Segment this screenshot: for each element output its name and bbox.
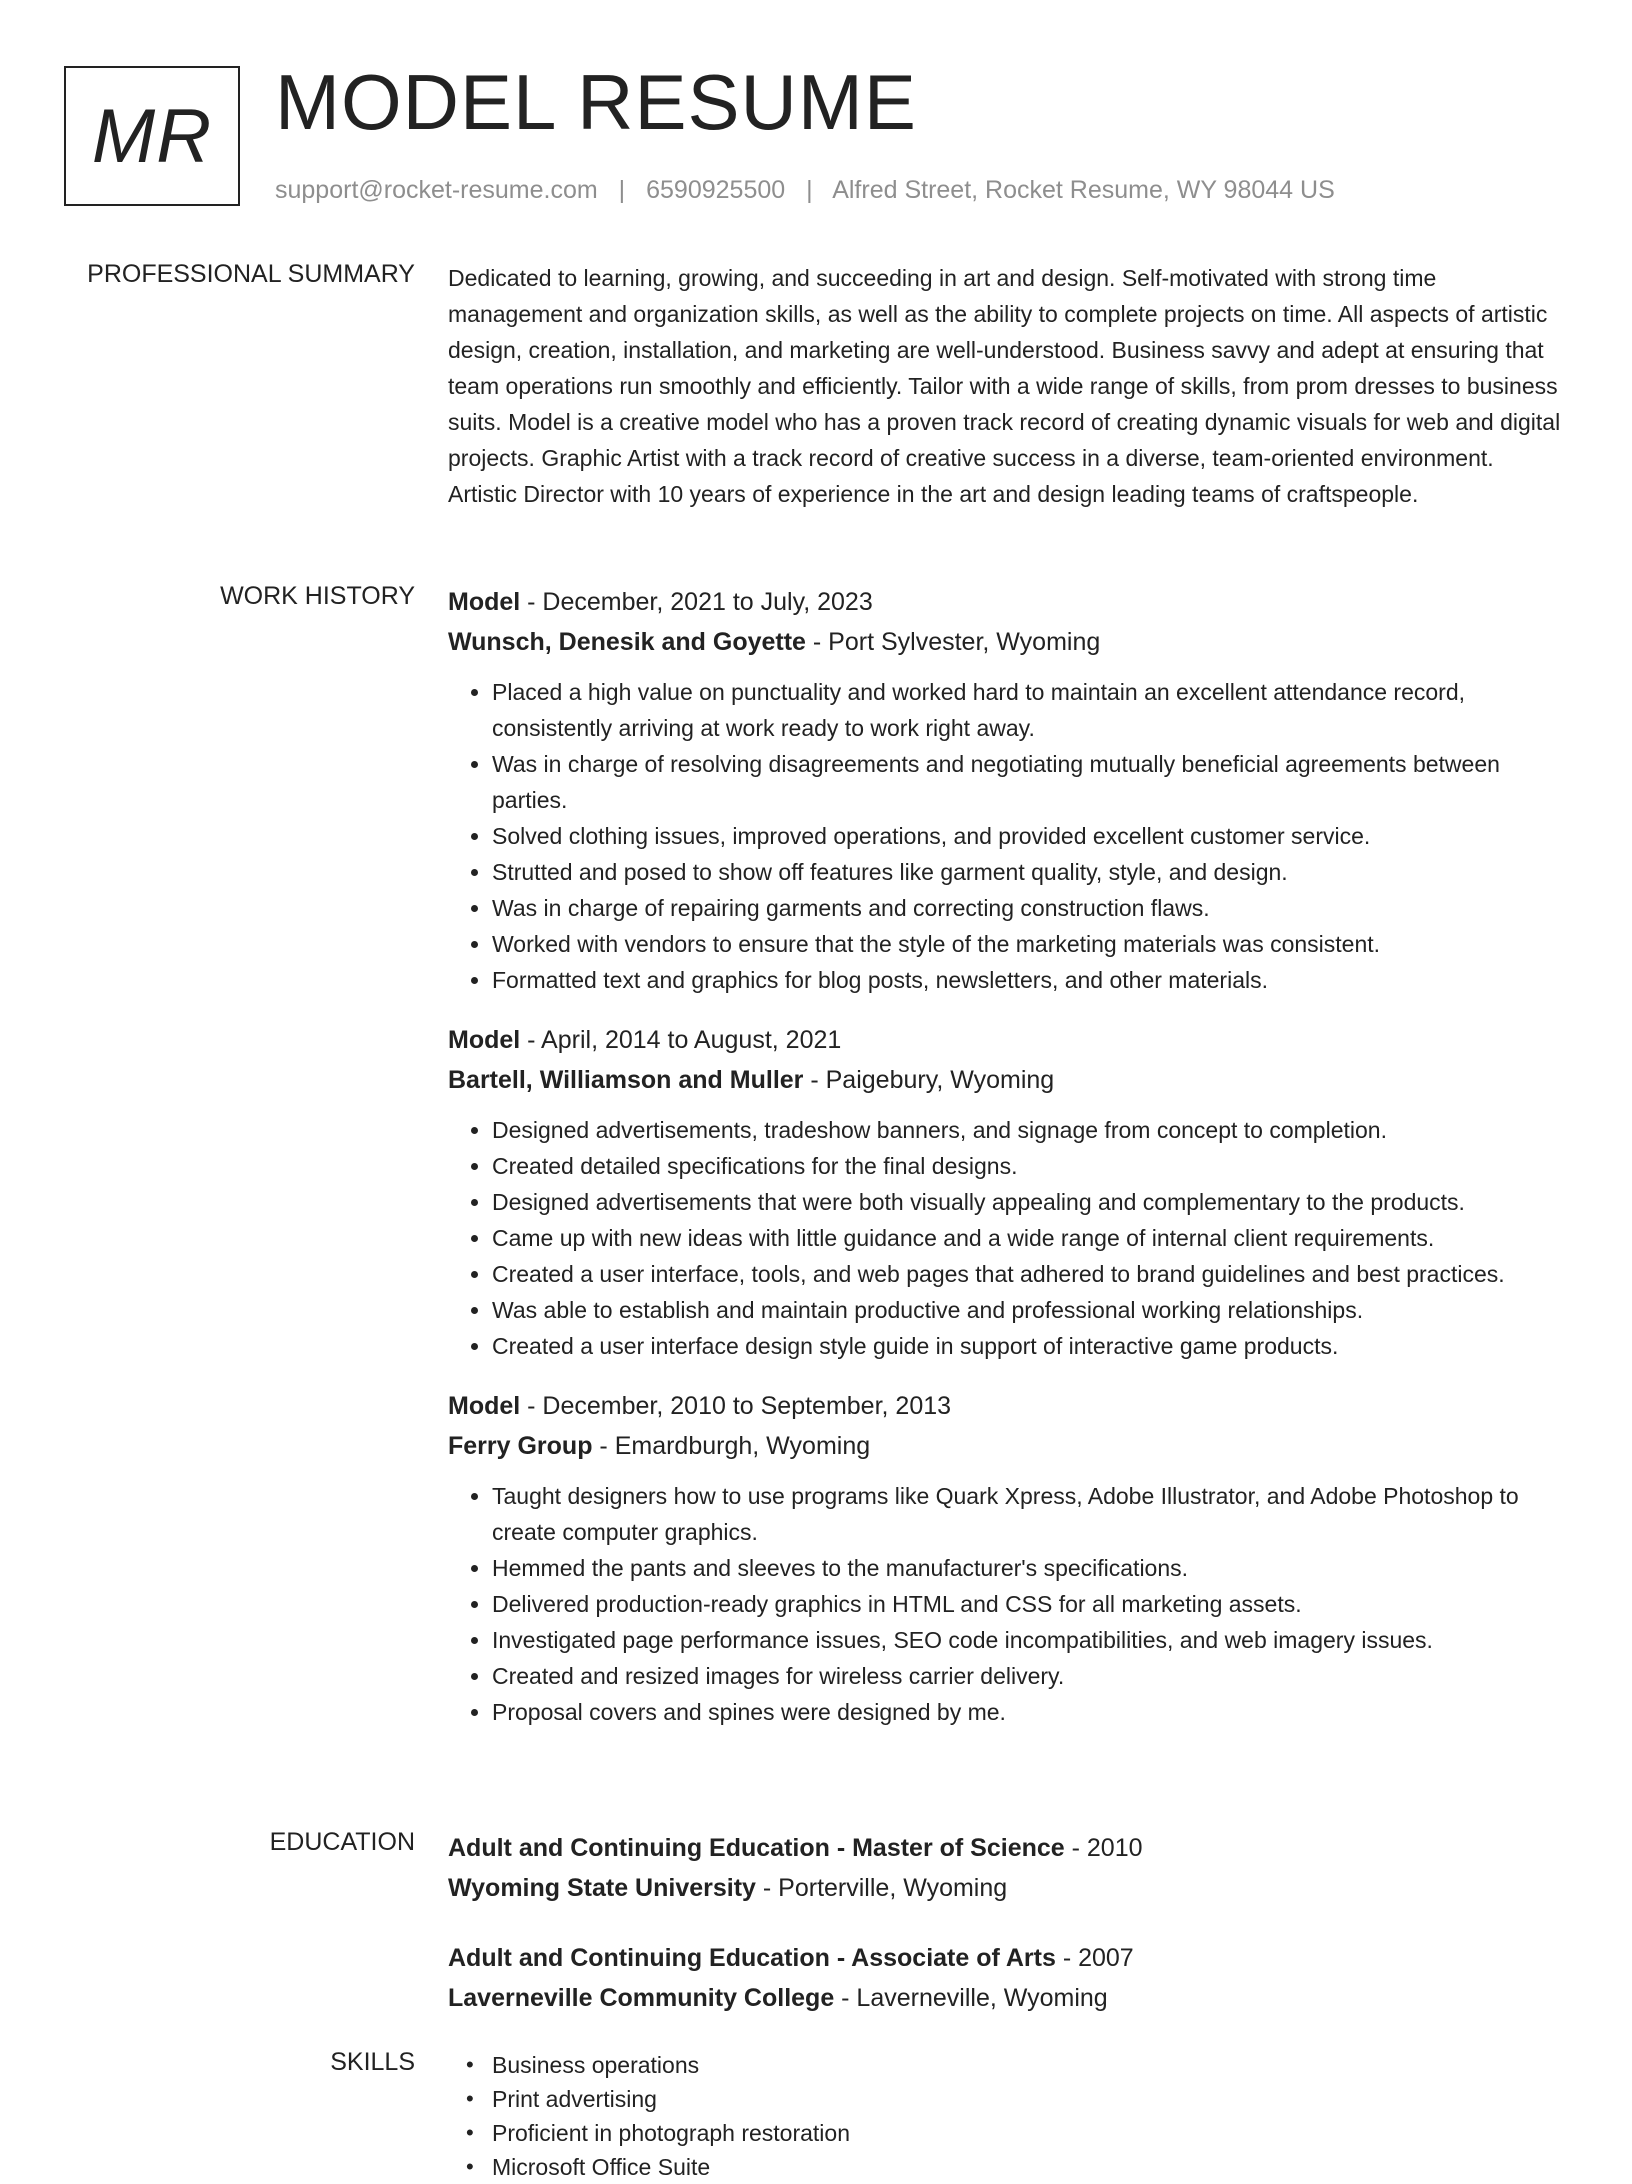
skills-label: SKILLS [330, 2048, 415, 2076]
degree-line [448, 1938, 1566, 1978]
job-company-line [448, 1060, 1566, 1100]
education-entry [448, 1828, 1566, 1908]
job-company: Bartell, Williamson and Muller [448, 1066, 804, 1094]
skill-item: • Business operations [492, 2048, 1042, 2082]
job-location: - Emardburgh, Wyoming [592, 1432, 871, 1460]
resume-name: MODEL RESUME [275, 58, 917, 146]
skill-item: • Microsoft Office Suite [492, 2150, 1042, 2184]
job-duties [448, 1478, 1566, 1730]
degree-line [448, 1828, 1566, 1868]
job-duty: • Solved clothing issues, improved operations, and provided excellent customer service. [492, 818, 1566, 854]
skill-item: • Print advertising [492, 2082, 1042, 2116]
job-duty: • Created and resized images for wireless carrier delivery. [492, 1658, 1566, 1694]
job-duty: • Placed a high value on punctuality and worked hard to maintain an excellent attendance record, consistently arriving at work ready to work right away. [492, 674, 1566, 746]
job-title: Model [448, 1026, 521, 1054]
job-company: Ferry Group [448, 1432, 593, 1460]
job-title-line [448, 582, 1566, 622]
job-duty: • Was in charge of resolving disagreements and negotiating mutually beneficial agreements between parties. [492, 746, 1566, 818]
school: Wyoming State University [448, 1874, 756, 1902]
job-location: - Paigebury, Wyoming [803, 1066, 1055, 1094]
school-location: - Porterville, Wyoming [755, 1874, 1008, 1902]
skill-item: • Proficient in photograph restoration [492, 2116, 1042, 2150]
education-label: EDUCATION [269, 1828, 415, 1856]
job-duty: • Strutted and posed to show off features like garment quality, style, and design. [492, 854, 1566, 890]
job-duty: • Was in charge of repairing garments and correcting construction flaws. [492, 890, 1566, 926]
job-duties [448, 674, 1566, 998]
contact-separator: | [806, 176, 813, 204]
contact-phone: 6590925500 [646, 176, 786, 204]
contact-separator: | [618, 176, 626, 204]
job-entry [448, 1020, 1566, 1364]
summary-text: Dedicated to learning, growing, and succeeding in art and design. Self-motivated with strong time management and organization skills, as well as the ability to complete projects on time. All aspects of artistic design, creation, installation, and marketing are well-understood. Business savvy and adept at ensuring that team operations run smoothly and efficiently. Tailor with a wide range of skills, from prom dresses to business suits. Model is a creative model who has a proven track record of creating dynamic visuals for web and digital projects. Graphic Artist with a track record of creative success in a diverse, team-oriented environment. Artistic Director with 10 years of experience in the art and design leading teams of craftspeople. [448, 265, 1561, 507]
job-duty: • Created detailed specifications for the final designs. [492, 1148, 1566, 1184]
school-location: - Laverneville, Wyoming [834, 1984, 1108, 2012]
school-line [448, 1868, 1566, 1908]
job-duty: • Formatted text and graphics for blog posts, newsletters, and other materials. [492, 962, 1566, 998]
job-location: - Port Sylvester, Wyoming [805, 628, 1101, 656]
job-duty: • Proposal covers and spines were designed by me. [492, 1694, 1566, 1730]
job-duty: • Worked with vendors to ensure that the style of the marketing materials was consistent. [492, 926, 1566, 962]
job-company: Wunsch, Denesik and Goyette [448, 628, 806, 656]
contact-address: Alfred Street, Rocket Resume, WY 98044 US [832, 176, 1335, 204]
job-title: Model [448, 1392, 521, 1420]
education-entry [448, 1938, 1566, 2018]
job-title-line [448, 1386, 1566, 1426]
contact-email: support@rocket-resume.com [275, 176, 598, 204]
job-duties [448, 1112, 1566, 1364]
job-entry [448, 1386, 1566, 1730]
job-title: Model [448, 588, 521, 616]
school-line [448, 1978, 1566, 2018]
job-company-line [448, 1426, 1566, 1466]
job-duty: • Came up with new ideas with little guidance and a wide range of internal client requirements. [492, 1220, 1566, 1256]
summary-label: PROFESSIONAL SUMMARY [87, 260, 415, 288]
job-duty: • Designed advertisements, tradeshow banners, and signage from concept to completion. [492, 1112, 1566, 1148]
job-dates: - April, 2014 to August, 2021 [520, 1026, 842, 1054]
job-company-line [448, 622, 1566, 662]
job-entry [448, 582, 1566, 998]
job-dates: - December, 2010 to September, 2013 [520, 1392, 952, 1420]
work-history-label: WORK HISTORY [220, 582, 415, 610]
job-duty: • Created a user interface design style guide in support of interactive game products. [492, 1328, 1566, 1364]
degree-year: - 2010 [1064, 1834, 1143, 1862]
job-dates: - December, 2021 to July, 2023 [520, 588, 873, 616]
job-duty: • Investigated page performance issues, SEO code incompatibilities, and web imagery issues. [492, 1622, 1566, 1658]
job-duty: • Hemmed the pants and sleeves to the manufacturer's specifications. [492, 1550, 1566, 1586]
job-duty: • Designed advertisements that were both visually appealing and complementary to the products. [492, 1184, 1566, 1220]
job-duty: • Created a user interface, tools, and web pages that adhered to brand guidelines and best practices. [492, 1256, 1566, 1292]
job-duty: • Was able to establish and maintain productive and professional working relationships. [492, 1292, 1566, 1328]
skills-list [448, 2048, 1566, 2184]
degree: Adult and Continuing Education - Associate of Arts [448, 1944, 1056, 1972]
initials-monogram: MR [64, 66, 240, 206]
job-title-line [448, 1020, 1566, 1060]
contact-line [275, 176, 1335, 205]
degree: Adult and Continuing Education - Master of Science [448, 1834, 1065, 1862]
degree-year: - 2007 [1055, 1944, 1134, 1972]
job-duty: • Delivered production-ready graphics in HTML and CSS for all marketing assets. [492, 1586, 1566, 1622]
job-duty: • Taught designers how to use programs like Quark Xpress, Adobe Illustrator, and Adobe Photoshop to create computer graphics. [492, 1478, 1566, 1550]
school: Laverneville Community College [448, 1984, 835, 2012]
